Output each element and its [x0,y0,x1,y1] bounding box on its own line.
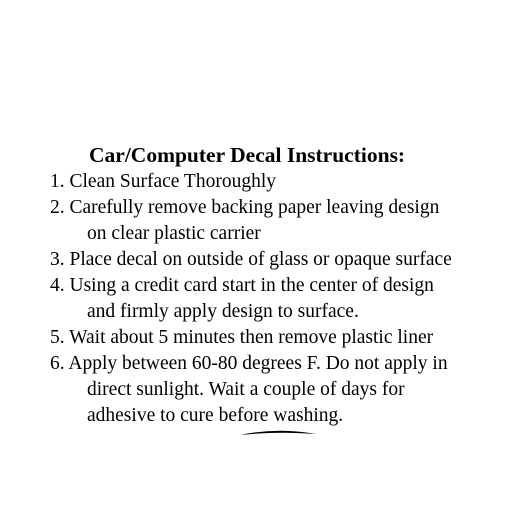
step-6-line-1: 6. Apply between 60-80 degrees F. Do not apply in [50,353,448,374]
step-2-line-1: 2. Carefully remove backing paper leaving design [50,197,440,218]
document-title: Car/Computer Decal Instructions: [89,143,406,167]
ink-smudge-mark [238,428,318,436]
step-6-line-2: direct sunlight. Wait a couple of days for [87,379,405,400]
step-5-line-1: 5. Wait about 5 minutes then remove plastic liner [50,327,434,348]
step-6-line-3: adhesive to cure before washing. [87,405,344,426]
step-4-line-1: 4. Using a credit card start in the center of design [50,275,434,296]
step-3-line-1: 3. Place decal on outside of glass or opaque surface [50,249,452,270]
step-2-line-2: on clear plastic carrier [87,223,261,244]
step-4-line-2: and firmly apply design to surface. [87,301,359,322]
step-1-line-1: 1. Clean Surface Thoroughly [50,171,277,192]
